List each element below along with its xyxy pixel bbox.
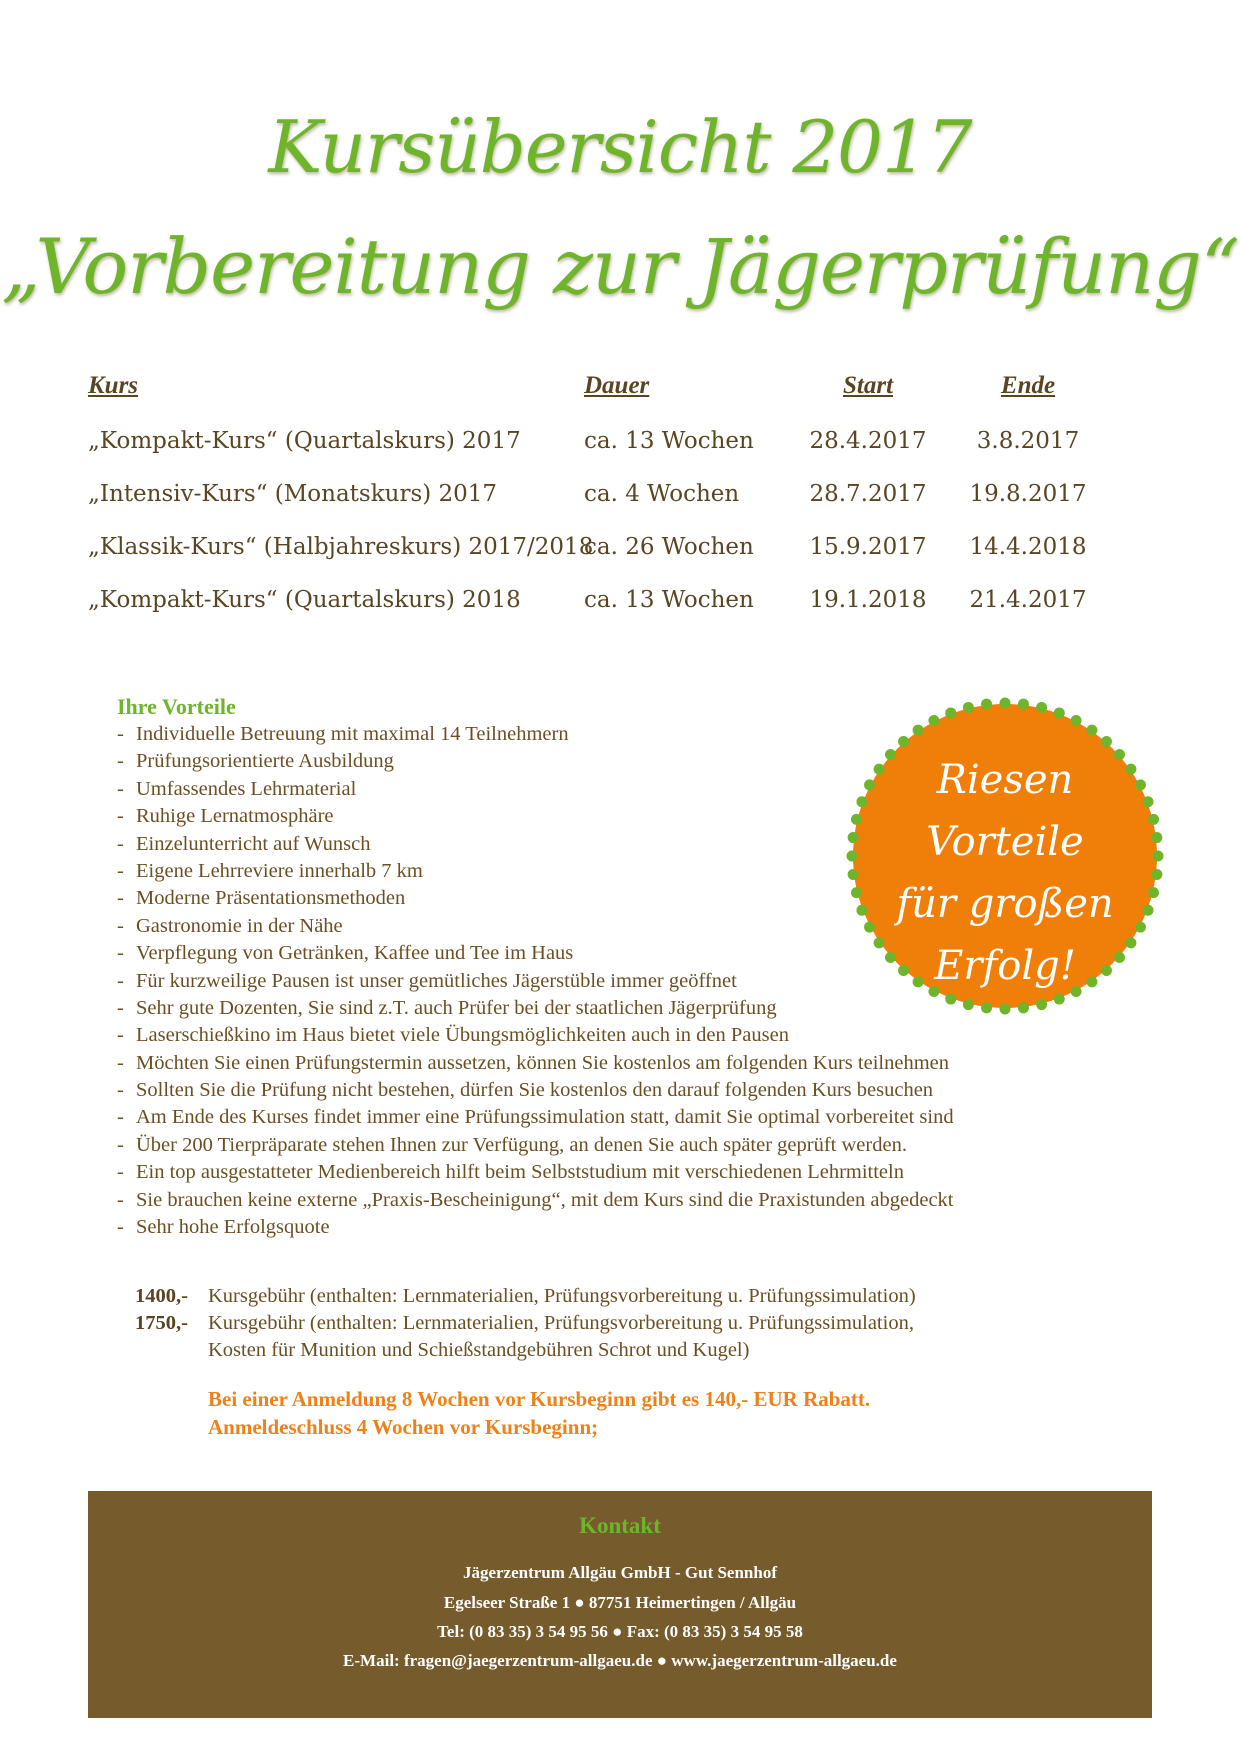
list-item — [117, 1022, 1077, 1049]
price-amount: 1400,- — [135, 1285, 188, 1307]
cell-kurs: „Klassik-Kurs“ (Halbjahreskurs) 2017/2018 — [88, 534, 594, 560]
registration-notice — [208, 1385, 870, 1441]
page-title-line-2: „Vorbereitung zur Jägerprüfung“ — [1, 222, 1239, 311]
cell-start: 28.7.2017 — [809, 481, 927, 507]
list-item-text: Am Ende des Kurses findet immer eine Prüfungssimulation statt, damit Sie optimal vorbereitet sind — [136, 1106, 954, 1129]
dash-bullet: - — [117, 1161, 124, 1184]
dash-bullet: - — [117, 777, 124, 800]
list-item-text: Sie brauchen keine externe „Praxis-Bescheinigung“, mit dem Kurs sind die Praxistunden abgedeckt — [136, 1188, 954, 1211]
table-row — [88, 587, 1168, 627]
badge-dot — [1086, 725, 1097, 736]
dash-bullet: - — [117, 1216, 124, 1239]
contact-company: Jägerzentrum Allgäu GmbH - Gut Sennhof — [462, 1563, 778, 1582]
list-item-text: Prüfungsorientierte Ausbildung — [136, 750, 394, 773]
list-item-text: Laserschießkino im Haus bietet viele Übungsmöglichkeiten auch in den Pausen — [136, 1024, 789, 1047]
badge-dot — [1071, 715, 1082, 726]
badge-dot — [963, 702, 974, 713]
list-item-text: Möchten Sie einen Prüfungstermin aussetzen, können Sie kostenlos am folgenden Kurs teilnehmen — [136, 1051, 949, 1074]
dash-bullet: - — [117, 723, 124, 745]
list-item-text: Individuelle Betreuung mit maximal 14 Teilnehmern — [136, 723, 569, 745]
table-row — [88, 534, 1168, 574]
column-header-kurs: Kurs — [88, 372, 139, 399]
dash-bullet: - — [117, 1188, 124, 1211]
badge-dot — [981, 699, 992, 710]
dash-bullet: - — [117, 1106, 124, 1129]
dash-bullet: - — [117, 996, 124, 1019]
list-item — [117, 1050, 1077, 1077]
cell-kurs: „Kompakt-Kurs“ (Quartalskurs) 2017 — [88, 428, 521, 454]
cell-kurs: „Kompakt-Kurs“ (Quartalskurs) 2018 — [88, 587, 521, 613]
contact-address: Egelseer Straße 1 ● 87751 Heimertingen / Allgäu — [443, 1593, 797, 1612]
badge-text — [846, 749, 1164, 997]
dash-bullet: - — [117, 805, 124, 828]
badge-dot — [1036, 702, 1047, 713]
list-item-text: Sehr hohe Erfolgsquote — [136, 1216, 330, 1239]
price-description-continued: Kosten für Munition und Schießstandgebühren Schrot und Kugel) — [208, 1339, 750, 1361]
dash-bullet: - — [117, 859, 124, 882]
price-amount: 1750,- — [135, 1312, 188, 1334]
cell-ende: 21.4.2017 — [969, 587, 1087, 613]
dash-bullet: - — [117, 942, 124, 965]
list-item-text: Sollten Sie die Prüfung nicht bestehen, dürfen Sie kostenlos den darauf folgenden Kurs besuchen — [136, 1079, 934, 1102]
cell-kurs: „Intensiv-Kurs“ (Monatskurs) 2017 — [88, 481, 498, 507]
badge-line-2: Vorteile — [926, 819, 1084, 865]
list-item — [117, 1187, 1077, 1214]
badge-dot — [913, 725, 924, 736]
cell-ende: 14.4.2018 — [969, 534, 1087, 560]
contact-phone: Tel: (0 83 35) 3 54 95 56 ● Fax: (0 83 35) 3 54 95 58 — [437, 1622, 803, 1641]
price-section — [135, 1283, 1115, 1364]
contact-email-web: E-Mail: fragen@jaegerzentrum-allgaeu.de ● www.jaegerzentrum-allgaeu.de — [343, 1651, 897, 1670]
dash-bullet: - — [117, 969, 124, 992]
list-item-text: Eigene Lehrreviere innerhalb 7 km — [136, 859, 423, 882]
badge-dot — [981, 1002, 992, 1013]
badge-dot — [1000, 698, 1011, 709]
discount-notice: Bei einer Anmeldung 8 Wochen vor Kursbeginn gibt es 140,- EUR Rabatt. — [208, 1387, 871, 1411]
badge-dot — [1036, 999, 1047, 1010]
list-item-text: Über 200 Tierpräparate stehen Ihnen zur Verfügung, an denen Sie auch später geprüft werden. — [136, 1133, 907, 1156]
badge-dot — [1000, 1004, 1011, 1015]
list-item-text: Einzelunterricht auf Wunsch — [136, 832, 371, 855]
price-row — [135, 1310, 1115, 1364]
badge-dot — [945, 707, 956, 718]
contact-footer — [88, 1491, 1152, 1718]
list-item — [117, 1104, 1077, 1131]
list-item-text: Moderne Präsentationsmethoden — [136, 887, 406, 910]
cell-dauer: ca. 4 Wochen — [584, 481, 740, 507]
benefits-title: Ihre Vorteile — [117, 694, 236, 719]
table-row — [88, 428, 1168, 468]
column-header-start: Start — [842, 372, 894, 399]
list-item-text: Umfassendes Lehrmaterial — [136, 777, 357, 800]
list-item — [117, 1132, 1077, 1159]
cell-dauer: ca. 13 Wochen — [584, 587, 754, 613]
price-description: Kursgebühr (enthalten: Lernmaterialien, Prüfungsvorbereitung u. Prüfungssimulation, — [208, 1312, 914, 1334]
list-item-text: Verpflegung von Getränken, Kaffee und Tee im Haus — [136, 942, 574, 965]
column-header-dauer: Dauer — [584, 372, 650, 399]
price-description: Kursgebühr (enthalten: Lernmaterialien, Prüfungsvorbereitung u. Prüfungssimulation) — [208, 1285, 916, 1307]
contact-title: Kontakt — [579, 1513, 661, 1538]
badge-line-1: Riesen — [936, 757, 1074, 803]
dash-bullet: - — [117, 750, 124, 773]
badge-dot — [1018, 1002, 1029, 1013]
badge-dot — [963, 999, 974, 1010]
dash-bullet: - — [117, 1051, 124, 1074]
dash-bullet: - — [117, 914, 124, 937]
list-item-text: Gastronomie in der Nähe — [136, 914, 343, 937]
cell-start: 15.9.2017 — [809, 534, 927, 560]
list-item — [117, 1077, 1077, 1104]
badge-line-4: Erfolg! — [934, 943, 1076, 989]
badge-dot — [928, 715, 939, 726]
column-header-ende: Ende — [1000, 372, 1056, 399]
badge-dot — [898, 736, 909, 747]
list-item-text: Für kurzweilige Pausen ist unser gemütliches Jägerstüble immer geöffnet — [136, 969, 737, 992]
cell-start: 28.4.2017 — [809, 428, 927, 454]
list-item-text: Ein top ausgestatteter Medienbereich hilft beim Selbststudium mit verschiedenen Lehrmitteln — [136, 1161, 904, 1184]
cell-dauer: ca. 26 Wochen — [584, 534, 754, 560]
table-row — [88, 481, 1168, 521]
list-item — [117, 1214, 1077, 1241]
dash-bullet: - — [117, 887, 124, 910]
list-item — [117, 1159, 1077, 1186]
badge-dot — [1018, 699, 1029, 710]
dash-bullet: - — [117, 1079, 124, 1102]
cell-ende: 19.8.2017 — [969, 481, 1087, 507]
dash-bullet: - — [117, 1024, 124, 1047]
list-item-text: Sehr gute Dozenten, Sie sind z.T. auch Prüfer bei der staatlichen Jägerprüfung — [136, 996, 777, 1019]
cell-ende: 3.8.2017 — [976, 428, 1080, 454]
badge-line-3: für großen — [896, 881, 1114, 927]
page-title-line-1: Kursübersicht 2017 — [268, 105, 972, 189]
dash-bullet: - — [117, 832, 124, 855]
badge-dot — [1101, 736, 1112, 747]
badge-dot — [1054, 707, 1065, 718]
price-row — [135, 1283, 1115, 1310]
promo-badge — [846, 697, 1164, 1015]
dash-bullet: - — [117, 1133, 124, 1156]
deadline-notice: Anmeldeschluss 4 Wochen vor Kursbeginn; — [208, 1415, 599, 1439]
cell-dauer: ca. 13 Wochen — [584, 428, 754, 454]
cell-start: 19.1.2018 — [809, 587, 927, 613]
list-item-text: Ruhige Lernatmosphäre — [136, 805, 334, 828]
